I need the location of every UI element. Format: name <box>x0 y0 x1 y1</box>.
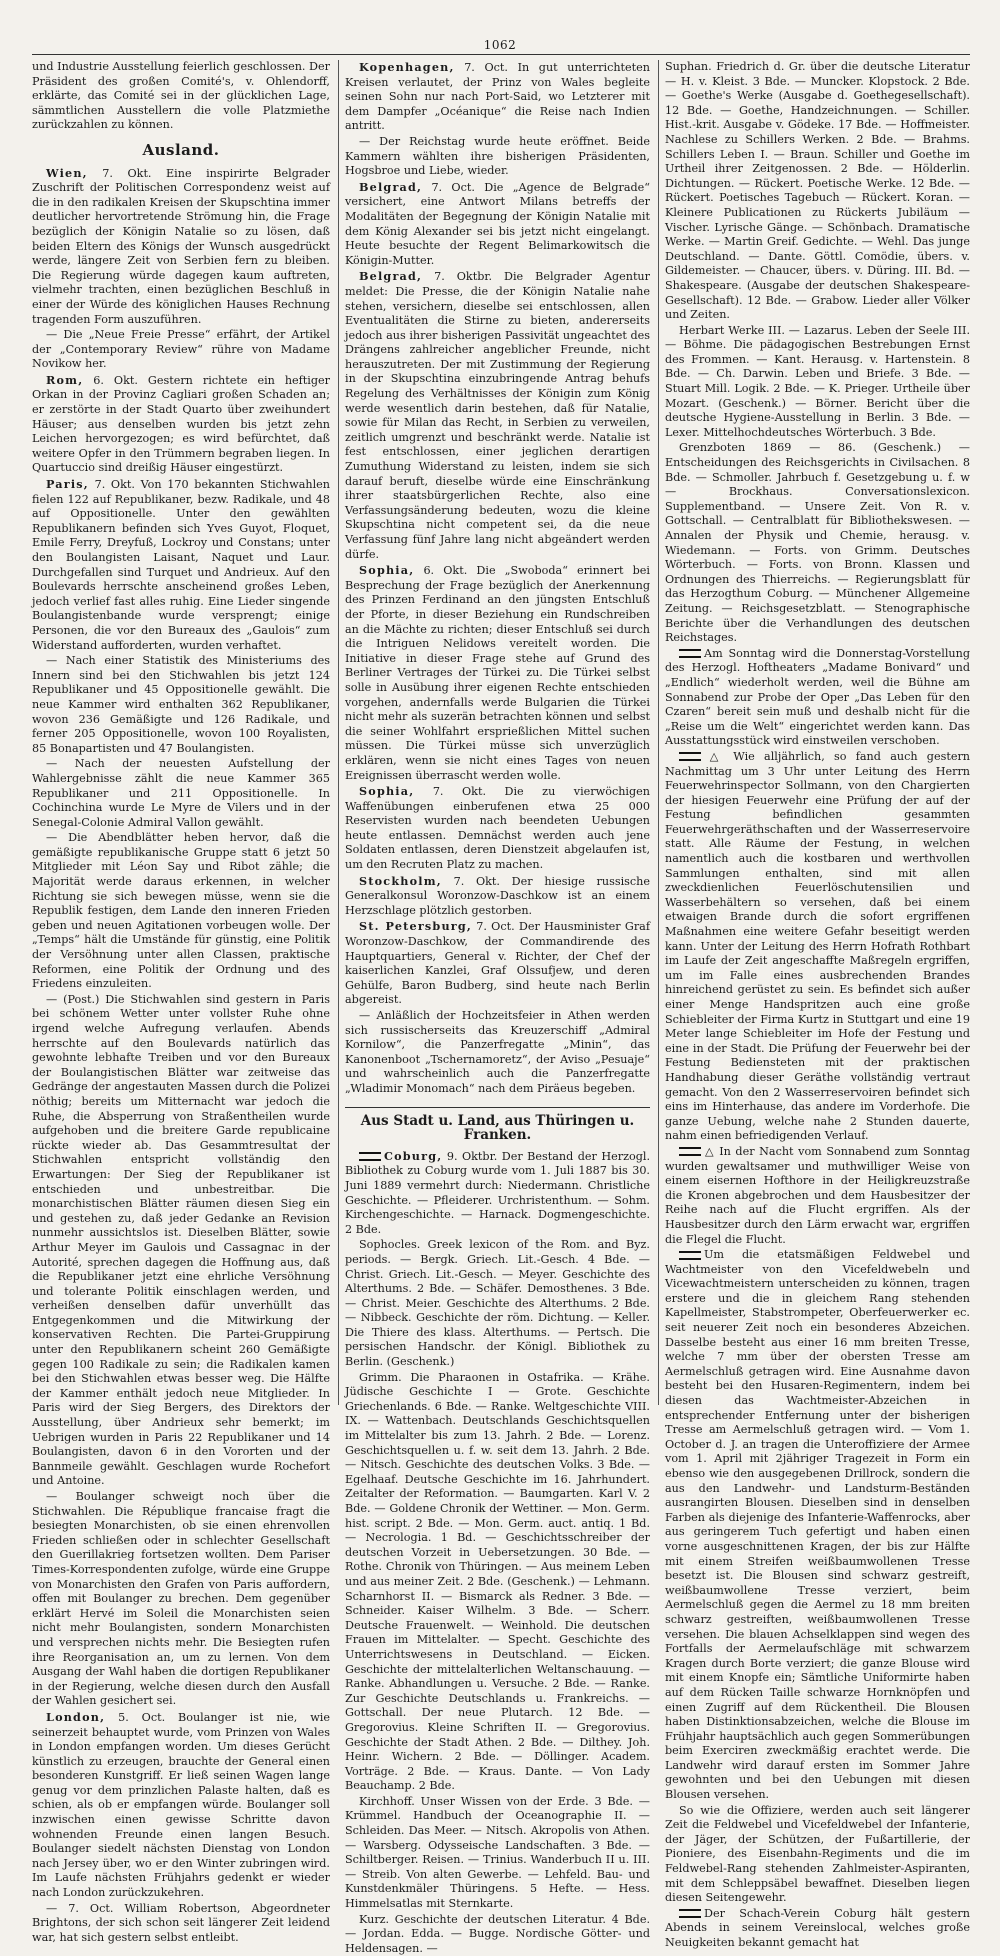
article-text: 7. Oktbr. Die Belgrader Agentur meldet: Die Presse, die der Königin Natalie nahe stehen, versichern, dieselbe sei entschlossen, allen Eventualitäten die Stirne zu bieten, andererseits jedoch aus ihrer bisherigen Passivität ungeachtet des Drängens zahlreicher angeblicher Freunde, nicht herauszutreten. Der mit Zustimmung der Regierung in der Skupschtina einzubringende Antrag behufs Regelung des Verhältnisses der Königin zum König werde wesentlich darin bestehen, daß für Natalie, sowie für Milan das Recht, in Serbien zu verweilen, zeitlich umgrenzt und beschränkt werde. Natalie ist fest entschlossen, einer jeglichen derartigen Zumuthung Widerstand zu leisten, indem sie sich darauf beruft, dieselbe würde eine Einschränkung ihrer staatsbürgerlichen Rechte, also eine Verfassungsänderung bedeuten, wozu die kleine Skupschtina nicht competent sei, da die neue Verfassung fünf Jahre lang nicht abgeändert werden dürfe. <box>345 270 650 561</box>
article-text: 6. Okt. Gestern richtete ein heftiger Orkan in der Provinz Cagliari großen Schaden an; er zerstörte in der Stadt Quarto über zweihundert Häuser; aus denselben wurden bis jetzt zehn Leichen hervorgezogen; es wird befürchtet, daß weitere Opfer in den Trümmern begraben liegen. In Quartuccio sind dreißig Häuser eingestürzt. <box>32 373 330 475</box>
article-text: — Nach einer Statistik des Ministeriums des Innern sind bei den Stichwahlen bis jetzt 124 Republikaner und 45 Oppositionelle gewählt. Die neue Kammer wird enthalten 362 Republikaner, wovon 236 Gemäßigte und 126 Radikale, und ferner 205 Oppositionelle, wovon 100 Royalisten, 85 Bonapartisten und 47 Boulangisten. <box>32 654 330 755</box>
article-militaer <box>665 1248 970 1803</box>
section-mark-icon <box>679 649 701 658</box>
dateline: Belgrad, <box>359 179 423 194</box>
dateline: Sophia, <box>359 563 415 578</box>
dateline: Stockholm, <box>359 873 442 888</box>
section-mark-icon <box>679 1909 701 1918</box>
dateline: Sophia, <box>359 784 415 799</box>
article-text: 7. Oct. In gut unterrichteten Kreisen verlautet, der Prinz von Wales begleite seinen Sohn nur nach Port-Said, wo Letzterer mit dem Dampfer „Océanique“ die Reise nach Indien antritt. <box>345 61 650 133</box>
column-divider <box>338 60 339 1405</box>
dateline: Kopenhagen, <box>359 60 455 74</box>
article-kopenhagen <box>345 60 650 134</box>
article-text: Sophocles. Greek lexicon of the Rom. and Byz. periods. — Bergk. Griech. Lit.-Gesch. 4 Bde. — Christ. Griech. Lit.-Gesch. — Meyer. Geschichte des Alterthums. 2 Bde. — Schäfer. Demosthenes. 3 Bde. — Christ. Meier. Geschichte des Alterthums. 2 Bde. — Nibbeck. Geschichte der röm. Dichtung. — Keller. Die Thiere des klass. Alterthums. — Pertsch. Die persischen Handschr. der Königl. Bibliothek zu Berlin. (Geschenk.) <box>345 1238 650 1369</box>
article-text: Herbart Werke III. — Lazarus. Leben der Seele III. — Böhme. Die pädagogischen Bestrebungen Ernst des Frommen. — Kant. Herausg. v. Hartenstein. 8 Bde. — Ch. Darwin. Leben und Briefe. 3 Bde. — Stuart Mill. Logik. 2 Bde. — K. Prieger. Urtheile über Mozart. (Geschenk.) — Börner. Bericht über die deutsche Hygiene-Ausstellung in Berlin. 3 Bde. — Lexer. Mittelhochdeutsches Wörterbuch. 3 Bde. <box>665 323 970 439</box>
dateline: Rom, <box>46 372 84 387</box>
section-mark-icon <box>679 1147 701 1156</box>
article-text: 7. Okt. Die zu vierwöchigen Waffenübungen einberufenen etwa 25 000 Reservisten wurden nach beendeten Uebungen heute entlassen. Demnächst werden auch jene Soldaten entlassen, deren Dienstzeit abgelaufen ist, um den Recruten Platz zu machen. <box>345 785 650 872</box>
section-mark-icon <box>359 1152 381 1161</box>
article-london <box>32 1710 330 1901</box>
dateline: Coburg, <box>384 1148 443 1163</box>
dateline: Wien, <box>46 165 88 180</box>
column-1 <box>32 60 331 1944</box>
article-text: — Der Reichstag wurde heute eröffnet. Beide Kammern wählten ihre bisherigen Präsidenten, Hogsbroe und Liebe, wieder. <box>345 134 650 178</box>
article-theater <box>665 647 970 749</box>
column-2 <box>345 60 650 1955</box>
article-wien <box>32 166 330 328</box>
article-text: — Anläßlich der Hochzeitsfeier in Athen werden sich russischerseits das Kreuzerschiff „Admiral Kornilow“, die Panzerfregatte „Minin“, das Kanonenboot „Tschernamoretz“, der Aviso „Pesuaje“ und wahrscheinlich auch die Panzerfregatte „Wladimir Monomach“ nach dem Piräeus begeben. <box>345 1009 650 1095</box>
section-mark-icon <box>679 1251 701 1260</box>
article-text: — (Post.) Die Stichwahlen sind gestern in Paris bei schönem Wetter unter vollster Ruhe ohne irgend welche Aufregung verlaufen. Abends herrschte auf den Boulevards natürlich das gewohnte lebhafte Treiben und vor den Bureaux der Boulangistischen Blätter war zeitweise das Gedränge der angestauten Massen durch die Polizei nöthig; bereits um Mitternacht war jedoch die Ruhe, die Absperrung von Straßentheilen wurde aufgehoben und die breitere Garde republicaine rückte wieder ab. Das Gesammtresultat der Stichwahlen entspricht vollständig den Erwartungen: Der Sieg der Republikaner ist entschieden und unbestreitbar. Die monarchistischen Blätter räumen diesen Sieg ein und gestehen zu, daß jeder Gedanke an Revision nunmehr aussichtslos ist. Dieselben Blätter, sowie Arthur Meyer im Gaulois und Cassagnac in der Autorité, sprechen dagegen die Hoffnung aus, daß die Republikaner jetzt eine ehrliche Versöhnung und tolerante Politik einschlagen werden, und verheißen denselben dafür unverhüllt das Entgegenkommen und die Mitwirkung der konservativen Rechten. Die Partei-Gruppirung unter den Republikanern scheint 260 Gemäßigte gegen 100 Radikale zu sein; die Radikalen kamen bei den Stichwahlen etwas besser weg. Die Hälfte der Kammer enthält jedoch neue Mitglieder. In Paris wird der Sieg Bergers, des Direktors der Ausstellung, über Andrieux sehr bemerkt; im Uebrigen wurden in Paris 22 Republikaner und 14 Boulangisten, davon 6 in den Vororten und der Bannmeile gewählt. Geschlagen wurde Rochefort und Antoine. <box>32 992 330 1488</box>
article-text: Kurz. Geschichte der deutschen Literatur. 4 Bde. — Jordan. Edda. — Bugge. Nordische Götter- und Heldensagen. — <box>345 1912 650 1955</box>
article-text: △ Wie alljährlich, so fand auch gestern Nachmittag um 3 Uhr unter Leitung des Herrn Feuerwehrinspector Sollmann, von den Chargierten der hiesigen Feuerwehr eine Prüfung der auf der Festung befindlichen gesammten Feuerwehrgeräthschaften und der Wasserreservoire statt. Alle Räume der Festung, in welchen namentlich auch die kostbaren und werthvollen Sammlungen enthalten, sind mit allen zweckdienlichen Feuerlöschutensilien und Wasserbehältern so versehen, daß bei einem etwaigen Brande durch die sofort ergriffenen Maßnahmen eine weitere Gefahr beseitigt werden kann. Unter der Leitung des Herrn Hofrath Rothbart im Laufe der Zeit angeschaffte Maßregeln ergriffen, um im Falle eines ausbrechenden Brandes hinreichend gerüstet zu sein. Es befindet sich außer einer Menge Handspritzen auch eine große Schiebleiter der Firma Kurtz in Stuttgart und eine 19 Meter lange Schiebleiter im Hofe der Festung und eine in der Stadt. Die Prüfung der Feuerwehr bei der Festung Bediensteten mit der praktischen Handhabung dieser Geräthe vollständig vertraut gemacht. Von den 2 Wasserreservoiren befindet sich eins im Hinterhause, das andere im Vorderhofe. Die ganze Uebung, welche nahe 2 Stunden dauerte, nahm einen befriedigenden Verlauf. <box>665 749 970 1143</box>
article-text: So wie die Offiziere, werden auch seit längerer Zeit die Feldwebel und Vicefeldwebel der Infanterie, der Jäger, der Schützen, der Fußartillerie, der Pioniere, des Eisenbahn-Regiments und die im Feldwebel-Rang stehenden Zahlmeister-Aspiranten, mit dem Schleppsäbel bewaffnet. Dieselben liegen diesen Seitengewehr. <box>665 1803 970 1905</box>
article-text: Grenzboten 1869 — 86. (Geschenk.) — Entscheidungen des Reichsgerichts in Civilsachen. 8 Bde. — Schmoller. Jahrbuch f. Gesetzgebung u. f. w — Brockhaus. Conversationslexicon. Supplementband. — Unsere Zeit. Von R. v. Gottschall. — Centralblatt für Bibliothekswesen. — Annalen der Physik und Chemie, herausg. v. Wiedemann. — Forts. von Grimm. Deutsches Wörterbuch. — Forts. von Bronn. Klassen und Ordnungen des Thierreichs. — Regierungsblatt für das Herzogthum Coburg. — Münchener Allgemeine Zeitung. — Reichsgesetzblatt. — Stenographische Berichte über die Verhandlungen des deutschen Reichstages. <box>665 441 970 645</box>
column-3 <box>665 60 970 1949</box>
article-text: 7. Okt. Der hiesige russische Generalkonsul Woronzow-Daschkow ist an einem Herzschlage plötzlich gestorben. <box>345 874 650 917</box>
article-text: △ In der Nacht vom Sonnabend zum Sonntag wurden gewaltsamer und muthwilliger Weise von einem eisernen Hofthore in der Heiligkreuzstraße die Kronen abgebrochen und dem Hausbesitzer der Reihe nach auf die Flucht ergriffen. Als der Hausbesitzer durch den Lärm erwacht war, ergriffen die Flegel die Flucht. <box>665 1144 970 1246</box>
dateline: Paris, <box>46 477 89 492</box>
article-belgrad <box>345 269 650 562</box>
article-schach <box>665 1907 970 1951</box>
article-text: Kirchhoff. Unser Wissen von der Erde. 3 Bde. — Krümmel. Handbuch der Oceanographie II. — Schleiden. Das Meer. — Nitsch. Akropolis von Athen. — Warsberg. Odysseische Landschaften. 3 Bde. — Schiltberger. Reisen. — Trinius. Wanderbuch II u. III. — Streib. Von alten Gewerbe. — Lehfeld. Bau- und Kunstdenkmäler Thüringens. 5 Hefte. — Hess. Himmelsatlas mit Sternkarte. <box>345 1794 650 1911</box>
dateline: London, <box>46 1709 106 1724</box>
article-belgrad <box>345 180 650 269</box>
article-feuerwehr <box>665 750 970 1144</box>
article-text: — Nach der neuesten Aufstellung der Wahlergebnisse zählt die neue Kammer 365 Republikaner und 211 Oppositionelle. In Cochinchina wurde Le Myre de Vilers und in der Senegal-Colonie Admiral Vallon gewählt. <box>32 757 330 829</box>
article-text: 6. Okt. Die „Swoboda“ erinnert bei Besprechung der Frage bezüglich der Anerkennung des Prinzen Ferdinand an den jüngsten Entschluß der Pforte, in dieser Beziehung ein Rundschreiben an die Mächte zu richten; dieser Entschluß sei durch die Intriguen Nelidows vereitelt worden. Die Initiative in dieser Frage stehe auf Grund des Berliner Vertrages der Türkei zu. Die Türkei selbst solle in Ausübung ihrer eigenen Rechte entschieden vorgehen, andernfalls werde Bulgarien die Türkei nicht mehr als suzerän betrachten können und selbst die seiner Wohlfahrt ersprießlichen Mittel suchen müssen. Die Türkei müsse sich unverzüglich erklären, wenn sie nicht eines Tages von neuen Ereignissen überrascht werden wolle. <box>345 564 650 782</box>
article-coburg <box>345 1149 650 1238</box>
article-text: Suphan. Friedrich d. Gr. über die deutsche Literatur — H. v. Kleist. 3 Bde. — Muncker. Klopstock. 2 Bde. — Goethe's Werke (Ausgabe d. Goethegesellschaft). 12 Bde. — Goethe, Handzeichnungen. — Schiller. Hist.-krit. Ausgabe v. Gödeke. 17 Bde. — Hoffmeister. Nachlese zu Schillers Werken. 2 Bde. — Brahms. Schillers Leben I. — Braun. Schiller und Goethe im Urtheil ihrer Zeitgenossen. 2 Bde. — Hölderlin. Dichtungen. — Rückert. Poetische Werke. 12 Bde. — Rückert. Poetisches Tagebuch — Rückert. Koran. — Kleinere Publicationen zu Rückerts Jubiläum — Vischer. Lyrische Gänge. — Schönbach. Dramatische Werke. — Martin Greif. Gedichte. — Wehl. Das junge Deutschland. — Dante. Göttl. Comödie, übers. v. Gildemeister. — Chaucer, übers. v. Düring. III. Bd. — Shakespeare. (Ausgabe der deutschen Shakespeare-Gesellschaft). 12 Bde. — Grabow. Lieder aller Völker und Zeiten. <box>665 60 970 322</box>
article-text: Um die etatsmäßigen Feldwebel und Wachtmeister von den Vicefeldwebeln und Vicewachtmeistern unterscheiden zu können, tragen erstere und die in gleichem Rang stehenden Kapellmeister, Stabstrompeter, Oberfeuerwerker ec. seit neuerer Zeit noch ein besonderes Abzeichen. Dasselbe besteht aus einer 16 mm breiten Tresse, welche 7 mm über der obersten Tresse am Aermelschluß getragen wird. Eine Ausnahme davon besteht bei den Husaren-Regimentern, indem bei diesen das Wachtmeister-Abzeichen in entsprechender Entfernung unter der bisherigen Tresse am Aermelschluß getragen wird. — Vom 1. October d. J. an tragen die Unteroffiziere der Armee vom 1. April mit 2jähriger Tragezeit in Form ein ebenso wie den ausgegebenen Drillrock, sondern die aus den Landwehr- und Landsturm-Beständen ausrangirten Blousen. Dieselben sind in denselben Farben als diejenige des Infanterie-Waffenrocks, aber aus geringerem Tuch gefertigt und haben einen vorne ausgeschnittenen Kragen, der bis zur Hälfte mit einem Streifen weißbaumwollenen Tresse besetzt ist. Die Blousen sind schwarz gestreift, weißbaumwollene Tresse verziert, beim Aermelschluß gegen die Aermel zu 18 mm breiten schwarz gestreiften, weißbaumwollenen Tresse versehen. Die blauen Achselklappen sind wegen des Fortfalls der Aermelaufschläge mit schwarzem Kragen durch Borte verziert; die ganze Blouse wird mit einem Knopfe ein; Sämtliche Uniformirte haben auf dem Rücken Taille schwarze Hornknöpfen und einen Zugriff auf dem Rückentheil. Die Blousen haben Distinktionsabzeichen, welche die Blouse im Frühjahr hauptsächlich auch gegen Sommerübungen beim Exerciren zweckmäßig erachtet werde. Die Landwehr wird darauf ersten im Sommer Jahre gewohnten und bei den Uebungen mit diesen Blousen versehen. <box>665 1248 970 1802</box>
article-petersburg <box>345 919 650 1008</box>
article-text: 7. Oct. Die „Agence de Belgrade“ versichert, eine Antwort Milans betreffs der Modalitäten der Begegnung der Königin Natalie mit dem König Alexander sei bis jetzt nicht eingelangt. Heute besuchte der Regent Belimarkowitsch die Königin-Mutter. <box>345 180 650 267</box>
dateline: Belgrad, <box>359 269 423 284</box>
article-text: 7. Okt. Von 170 bekannten Stichwahlen fielen 122 auf Republikaner, bezw. Radikale, und 48 auf Oppositionelle. Unter den gewählten Republikanern befinden sich Yves Guyot, Floquet, Emile Ferry, Dreyfuß, Lockroy und Constans; unter den Boulangisten Laisant, Naquet und Laur. Durchgefallen sind Turquet und Andrieux. Auf den Boulevards herrschte anscheinend großes Leben, jedoch verlief fast alles ruhig. Eine Lieder singende Boulangistenbande wurde versprengt; einige Personen, die vor den Bureaux des „Gaulois“ zum Widerstand aufforderten, wurden verhaftet. <box>32 478 330 652</box>
dateline: St. Petersburg, <box>359 919 473 934</box>
section-heading-stadt-land: Aus Stadt u. Land, aus Thüringen u. Franken. <box>345 1107 650 1143</box>
page-number: 1062 <box>483 38 517 52</box>
newspaper-page <box>20 10 980 1955</box>
article-text: Grimm. Die Pharaonen in Ostafrika. — Krähe. Jüdische Geschichte I — Grote. Geschichte Griechenlands. 6 Bde. — Ranke. Weltgeschichte VIII. IX. — Wattenbach. Deutschlands Geschichtsquellen im Mittelalter bis zum 13. Jahrh. 2 Bde. — Lorenz. Geschichtsquellen u. f. w. seit dem 13. Jahrh. 2 Bde. — Nitsch. Geschichte des deutschen Volks. 3 Bde. — Egelhaaf. Deutsche Geschichte im 16. Jahrhundert. Zeitalter der Reformation. — Baumgarten. Karl V. 2 Bde. — Goldene Chronik der Wettiner. — Mon. Germ. hist. script. 2 Bde. — Mon. Germ. auct. antiq. 1 Bd. — Necrologia. 1 Bd. — Geschichtsschreiber der deutschen Vorzeit in Uebersetzungen. 30 Bde. — Rothe. Chronik von Thüringen. — Aus meinem Leben und aus meiner Zeit. 2 Bde. (Geschenk.) — Lehmann. Scharnhorst II. — Bismarck als Redner. 3 Bde. — Schneider. Kaiser Wilhelm. 3 Bde. — Scherr. Deutsche Frauenwelt. — Weinhold. Die deutschen Frauen im Mittelalter. — Specht. Geschichte des Unterrichtswesens in Deutschland. — Eicken. Geschichte der mittelalterlichen Weltanschauung. — Ranke. Abhandlungen u. Versuche. 2 Bde. — Ranke. Zur Geschichte Deutschlands u. Frankreichs. — Gottschall. Der neue Plutarch. 12 Bde. — Gregorovius. Kleine Schriften II. — Gregorovius. Geschichte der Stadt Athen. 2 Bde. — Dilthey. Joh. Heinr. Wichern. 2 Bde. — Döllinger. Academ. Vorträge. 2 Bde. — Kraus. Dante. — Von Lady Beauchamp. 2 Bde. <box>345 1370 650 1793</box>
article-text: Der Schach-Verein Coburg hält gestern Abends in seinem Vereinslocal, welches große Neuigkeiten bekannt gemacht hat <box>665 1906 970 1949</box>
article-paris <box>32 477 330 653</box>
article-text: 7. Okt. Eine inspirirte Belgrader Zuschrift der Politischen Correspondenz weist auf die in den radikalen Kreisen der Skupschtina immer deutlicher hervortretende Strömung hin, die Frage bezüglich der Königin Natalie so zu lösen, daß beiden Eltern des Königs der Wunsch ausgedrückt werde, längere Zeit von Serbien fern zu bleiben. Die Regierung würde dagegen kaum auftreten, vielmehr trachten, einen bezüglichen Beschluß in einer der Würde des königlichen Hauses Rechnung tragenden Form auszuführen. <box>32 166 331 326</box>
article-text: 7. Oct. Der Hausminister Graf Woronzow-Daschkow, der Commandirende des Hauptquartiers, General v. Richter, der Chef der kaiserlichen Kanzlei, Graf Olssufjew, und deren Gehülfe, Baron Budberg, sind heute nach Berlin abgereist. <box>345 920 650 1007</box>
article-sophia <box>345 563 650 783</box>
article-text: — Boulanger schweigt noch über die Stichwahlen. Die République francaise fragt die besiegten Monarchisten, ob sie einen ehrenvollen Frieden schließen oder in schlechter Gesellschaft den Guerillakrieg fortsetzen wollten. Dem Pariser Times-Korrespondenten zufolge, würde eine Gruppe von Monarchisten den Grafen von Paris auffordern, offen mit Boulanger zu brechen. Dem gegenüber erklärt Hervé im Soleil die Monarchisten seien nicht mehr Boulangisten, sondern Monarchisten und versprechen nichts mehr. Die Besiegten rufen ihre Reorganisation an, um zu lernen. Von dem Ausgang der Wahl haben die dortigen Republikaner in der Regierung, welche diesen durch den Ausfall der Wahlen gesichert sei. <box>32 1490 330 1708</box>
article-rom <box>32 373 330 476</box>
article-stockholm <box>345 874 650 919</box>
article-text: 5. Oct. Boulanger ist nie, wie seinerzeit behauptet wurde, vom Prinzen von Wales in London empfangen worden. Um dieses Gerücht künstlich zu erzeugen, brauchte der General einen besonderen Kunstgriff. Er ließ seinen Wagen lange genug vor dem prinzlichen Palaste halten, daß es schien, als ob er empfangen würde. Boulanger soll inzwischen einen gewisse Schritte davon wohnenden Freunde einen langen Besuch. Boulanger siedelt nächsten Dienstag von London nach Jersey über, wo er den Winter zubringen wird. Im Laufe nächsten Frühjahrs gedenkt er wieder nach London zurückzukehren. <box>32 1710 330 1900</box>
article-text: — Die Abendblätter heben hervor, daß die gemäßigte republikanische Gruppe statt 6 jetzt 50 Mitglieder mit Léon Say und Ribot zähle; die Majorität werde daraus erkennen, in welcher Richtung sie sich bewegen müsse, wenn sie die Republik festigen, dem Lande den inneren Frieden geben und neuen Agitationen vorbeugen wolle. Der „Temps“ hält die Umstände für günstig, eine Politik der Versöhnung unter allen Classen, praktische Reformen, eine Politik der Ordnung und des Friedens einzuleiten. <box>32 831 330 991</box>
article-sophia <box>345 784 650 873</box>
header-rule <box>32 54 970 55</box>
article-text: — 7. Oct. William Robertson, Abgeordneter Brightons, der sich schon seit längerer Zeit leidend war, hat sich gestern selbst entleibt. <box>32 1901 330 1944</box>
article-text: Am Sonntag wird die Donnerstag-Vorstellung des Herzogl. Hoftheaters „Madame Bonivard“ und „Endlich“ wiederholt werden, weil die Bühne am Sonnabend zur Probe der Oper „Das Leben für den Czaren“ bereit sein muß und deshalb nicht für die „Reise um die Welt“ eingerichtet werden kann. Das Ausstattungsstück wird einstweilen verschoben. <box>665 646 970 748</box>
section-heading-ausland: Ausland. <box>142 140 220 159</box>
section-mark-icon <box>679 752 701 761</box>
article-text: 9. Oktbr. Der Bestand der Herzogl. Bibliothek zu Coburg wurde vom 1. Juli 1887 bis 30. Juni 1889 vermehrt durch: Niedermann. Christliche Geschichte. — Pfleiderer. Urchristenthum. — Sohm. Kirchengeschichte. — Harnack. Dogmengeschichte. 2 Bde. <box>345 1149 650 1236</box>
article-text: — Die „Neue Freie Presse“ erfährt, der Artikel der „Contemporary Review“ rühre von Madame Novikow her. <box>32 328 330 371</box>
intro-paragraph: und Industrie Ausstellung feierlich geschlossen. Der Präsident des großen Comité's, v. Ohlendorff, erklärte, das Comité sei in der glücklichen Lage, sämmtlichen Ausstellern die volle Platzmiethe zurückzahlen zu können. <box>32 60 330 132</box>
column-divider <box>658 60 659 1405</box>
article-nacht <box>665 1145 970 1247</box>
